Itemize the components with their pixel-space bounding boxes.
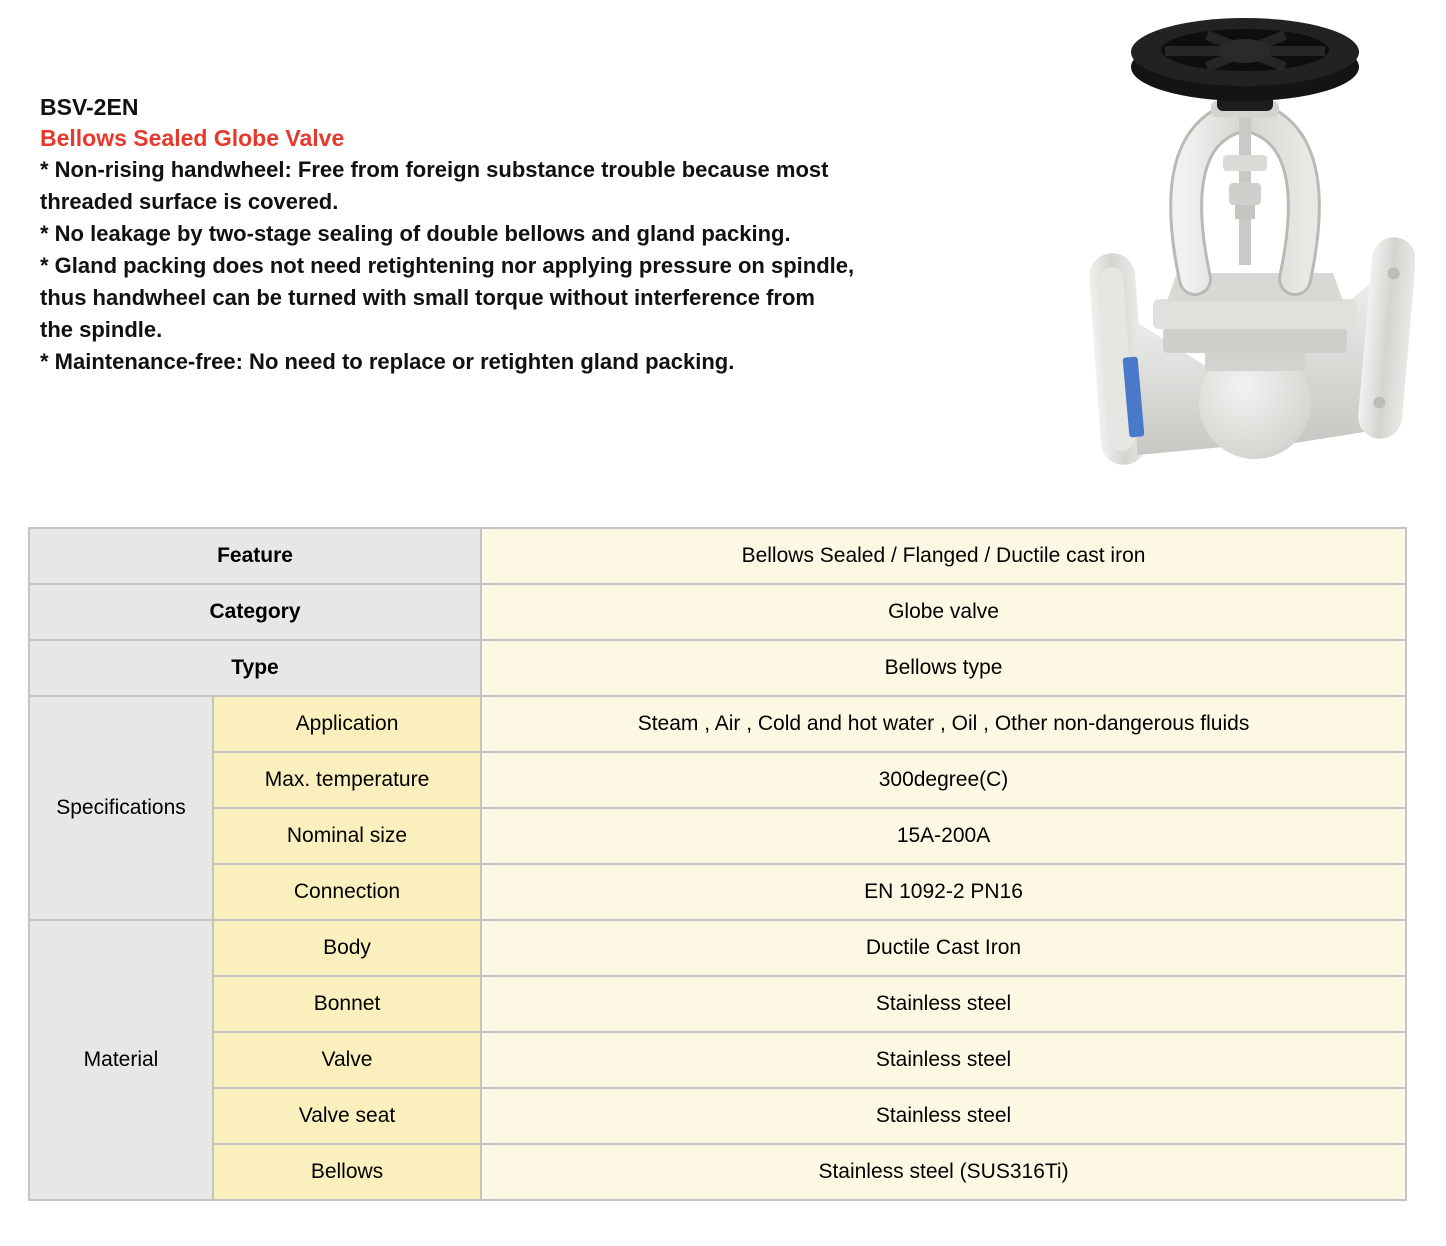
description-line: * Maintenance-free: No need to replace or retighten gland packing. (40, 349, 735, 374)
valve-yoke (1186, 101, 1304, 279)
material-group-cell: Material (29, 920, 213, 1200)
product-model: BSV-2EN (40, 94, 139, 120)
valve-label-cell: Valve (213, 1032, 481, 1088)
valve-product-image (1085, 5, 1415, 467)
bellows-value-cell: Stainless steel (SUS316Ti) (481, 1144, 1406, 1200)
description-line: thus handwheel can be turned with small torque without interference from (40, 285, 815, 310)
table-row-valve (29, 1032, 1406, 1088)
valve-handwheel (1131, 18, 1359, 111)
type-value-cell: Bellows type (481, 640, 1406, 696)
table-row-nominal-size (29, 808, 1406, 864)
spec-table (28, 527, 1407, 1201)
valve-seat-label-cell: Valve seat (213, 1088, 481, 1144)
nominal-size-value-cell: 15A-200A (481, 808, 1406, 864)
product-name: Bellows Sealed Globe Valve (40, 125, 345, 151)
bonnet-value-cell: Stainless steel (481, 976, 1406, 1032)
category-label-cell: Category (29, 584, 481, 640)
type-label-cell: Type (29, 640, 481, 696)
table-row-connection (29, 864, 1406, 920)
category-value-cell: Globe valve (481, 584, 1406, 640)
application-value-cell: Steam , Air , Cold and hot water , Oil , Other non-dangerous fluids (481, 696, 1406, 752)
body-label-cell: Body (213, 920, 481, 976)
table-row-category (29, 584, 1406, 640)
table-row-feature (29, 528, 1406, 584)
connection-value-cell: EN 1092-2 PN16 (481, 864, 1406, 920)
bonnet-label-cell: Bonnet (213, 976, 481, 1032)
table-row-bonnet (29, 976, 1406, 1032)
table-row-valve-seat (29, 1088, 1406, 1144)
table-row-body (29, 920, 1406, 976)
body-value-cell: Ductile Cast Iron (481, 920, 1406, 976)
max-temperature-value-cell: 300degree(C) (481, 752, 1406, 808)
description-line: threaded surface is covered. (40, 189, 339, 214)
table-row-bellows (29, 1144, 1406, 1200)
description-line: * Non-rising handwheel: Free from foreign substance trouble because most (40, 157, 829, 182)
table-row-application (29, 696, 1406, 752)
bellows-label-cell: Bellows (213, 1144, 481, 1200)
valve-value-cell: Stainless steel (481, 1032, 1406, 1088)
valve-seat-value-cell: Stainless steel (481, 1088, 1406, 1144)
feature-label-cell: Feature (29, 528, 481, 584)
max-temperature-label-cell: Max. temperature (213, 752, 481, 808)
intro-block (40, 92, 1085, 378)
description-line: the spindle. (40, 317, 163, 342)
table-row-max-temperature (29, 752, 1406, 808)
connection-label-cell: Connection (213, 864, 481, 920)
description-line: * No leakage by two-stage sealing of double bellows and gland packing. (40, 221, 791, 246)
application-label-cell: Application (213, 696, 481, 752)
table-row-type (29, 640, 1406, 696)
description-line: * Gland packing does not need retightening nor applying pressure on spindle, (40, 253, 855, 278)
nominal-size-label-cell: Nominal size (213, 808, 481, 864)
specifications-group-cell: Specifications (29, 696, 213, 920)
feature-value-cell: Bellows Sealed / Flanged / Ductile cast iron (481, 528, 1406, 584)
